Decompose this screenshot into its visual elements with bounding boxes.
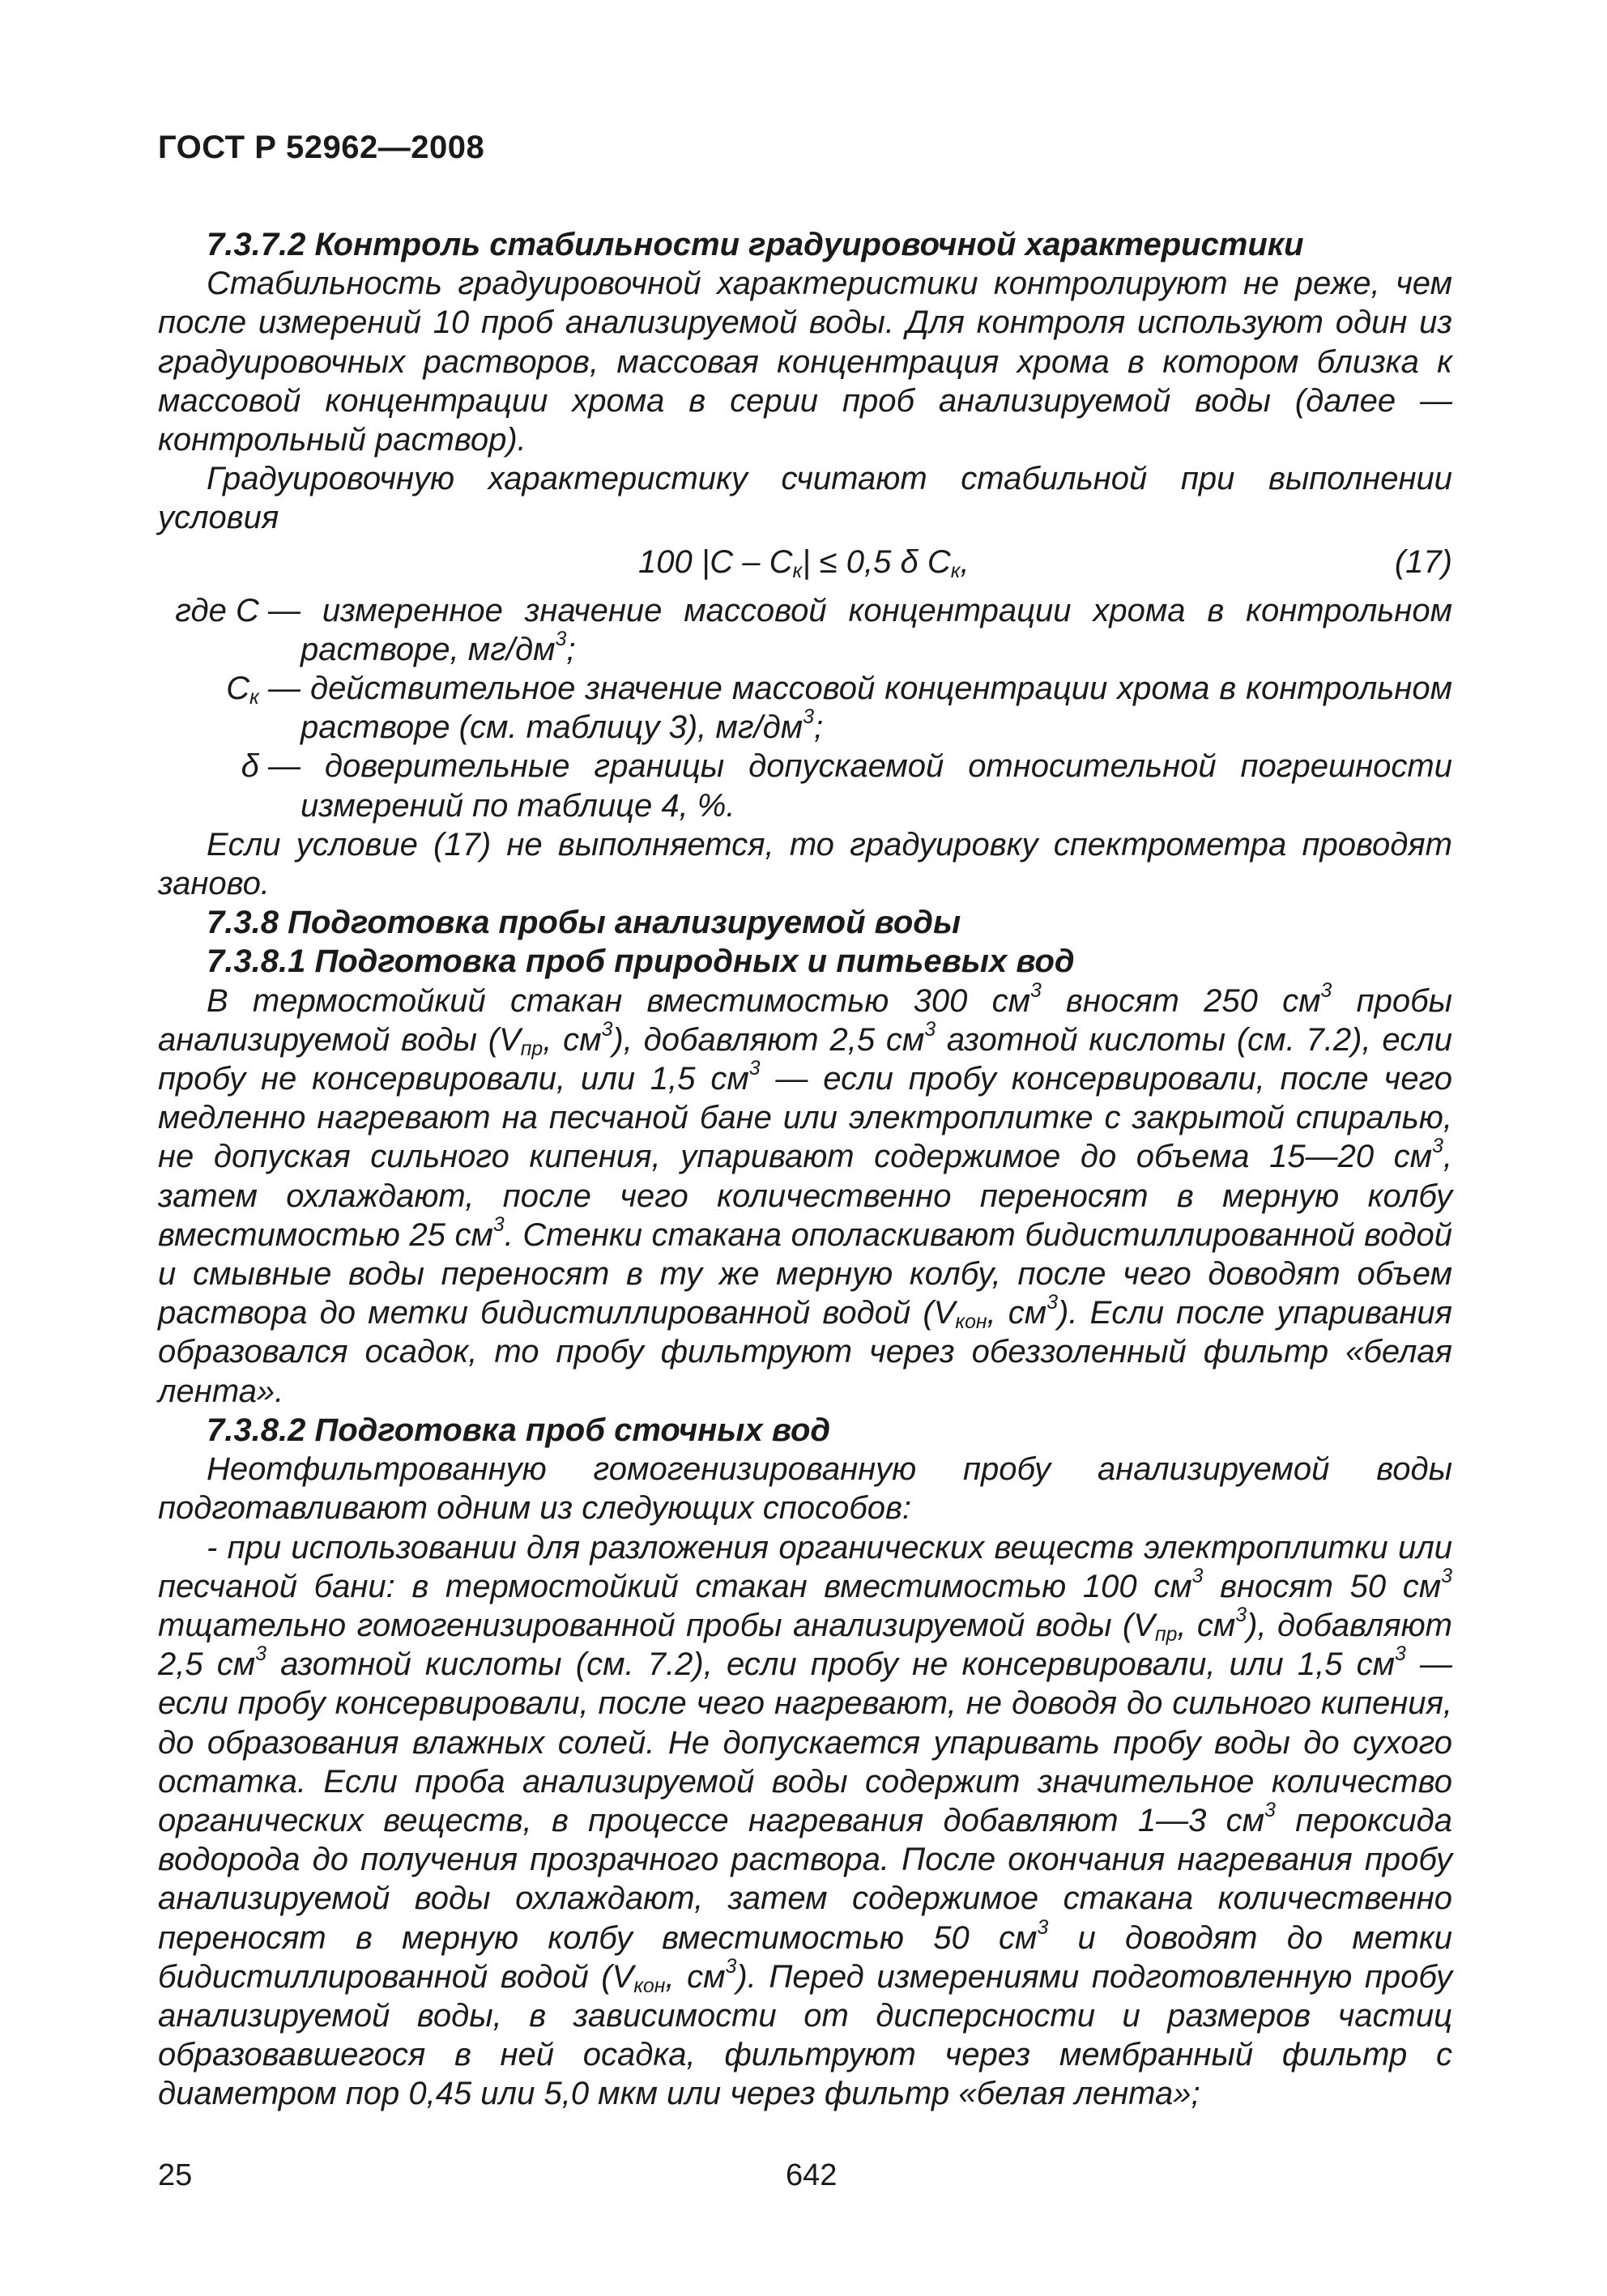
section-7-3-8-title: 7.3.8 Подготовка пробы анализируемой воды: [207, 905, 961, 941]
definition-ck-symbol: $C_к$ —: [226, 671, 301, 709]
definition-delta-symbol: δ —: [241, 748, 301, 785]
definition-ck: [158, 669, 1452, 747]
page-number-left: 25: [158, 2158, 193, 2192]
page-number-center: 642: [786, 2158, 838, 2192]
formula-17: [158, 543, 1452, 588]
section-7-3-8-1-title: 7.3.8.1 Подготовка проб природных и питьевых вод: [207, 944, 1075, 980]
definition-c: [158, 591, 1452, 669]
section-7-3-7-2-paragraph-2: Градуировочную характеристику считают стабильной при выполнении условия: [158, 461, 1452, 536]
page-content: [158, 225, 1452, 2114]
definition-delta-text: доверительные границы допускаемой относительной погрешности измерений по таблице 4, %.: [301, 748, 1452, 824]
definition-ck-text: действительное значение массовой концентрации хрома в контрольном растворе (см. таблицу 3), $мг/дм^3$;: [301, 671, 1452, 746]
section-7-3-8-2-list-item: - при использовании для разложения органических веществ электроплитки или песчаной бани: в термостойкий стакан вместимостью 100 $см^3$ вносят 50 $см^3$ тщательно гомогенизированной пробы анализируемой воды ($V_{пр}$, $см^3$), добавляют 2,5 $см^3$ азотной кислоты (см. 7.2), если пробу не консервировали, или 1,5 $см^3$ — если пробу консервировали, после чего нагревают, не доводя до сильного кипения, до образования влажных солей. Не допускается упаривать пробу воды до сухого остатка. Если проба анализируемой воды содержит значительное количество органических веществ, в процессе нагревания добавляют 1—3 $см^3$ пероксида водорода до получения прозрачного раствора. После окончания нагревания пробу анализируемой воды охлаждают, затем содержимое стакана количественно переносят в мерную колбу вместимостью 50 $см^3$ и доводят до метки бидистиллированной водой ($V_{кон}$, $см^3$). Перед измерениями подготовленную пробу анализируемой воды, в зависимости от дисперсности и размеров частиц образовавшегося в ней осадка, фильтруют через мембранный фильтр с диаметром пор 0,45 или 5,0 мкм или через фильтр «белая лента»;: [158, 1529, 1453, 2112]
formula-expression: 100 $|C - C_к| \le 0,5$ δ $C_к$,: [638, 543, 970, 582]
definition-c-text: измеренное значение массовой концентрации хрома в контрольном растворе, $мг/дм^3$;: [301, 592, 1452, 667]
definition-c-symbol: где C —: [175, 592, 301, 628]
section-7-3-7-2-title: 7.3.7.2 Контроль стабильности градуировочной характеристики: [207, 227, 1304, 262]
section-7-3-8-1-paragraph: В термостойкий стакан вместимостью 300 $см^3$ вносят 250 $см^3$ пробы анализируемой воды ($V_{пр}$, $см^3$), добавляют 2,5 $см^3$ азотной кислоты (см. 7.2), если пробу не консервировали, или 1,5 $см^3$ — если пробу консервировали, после чего медленно нагревают на песчаной бане или электроплитке с закрытой спиралью, не допуская сильного кипения, упаривают содержимое до объема 15—20 $см^3$, затем охлаждают, после чего количественно переносят в мерную колбу вместимостью 25 $см^3$. Стенки стакана ополаскивают бидистиллированной водой и смывные воды переносят в ту же мерную колбу, после чего доводят объем раствора до метки бидистиллированной водой ($V_{кон}$, $см^3$). Если после упаривания образовался осадок, то пробу фильтруют через обеззоленный фильтр «белая лента».: [158, 979, 1453, 1409]
section-7-3-7-2-paragraph-1: Стабильность градуировочной характеристики контролируют не реже, чем после измерений 10 проб анализируемой воды. Для контроля используют один из градуировочных растворов, массовая концентрация хрома в котором близка к массовой концентрации хрома в серии проб анализируемой воды (далее — контрольный раствор).: [158, 266, 1452, 458]
formula-number: (17): [1394, 543, 1452, 580]
section-7-3-8-2-paragraph-1: Неотфильтрованную гомогенизированную пробу анализируемой воды подготавливают одним из следующих способов:: [158, 1451, 1452, 1527]
section-7-3-7-2-paragraph-3: Если условие (17) не выполняется, то градуировку спектрометра проводят заново.: [158, 826, 1452, 902]
formula-definitions: [158, 591, 1452, 825]
section-7-3-8-2-title: 7.3.8.2 Подготовка проб сточных вод: [207, 1412, 831, 1448]
standard-header: ГОСТ Р 52962—2008: [158, 130, 485, 165]
definition-delta: [158, 747, 1452, 824]
